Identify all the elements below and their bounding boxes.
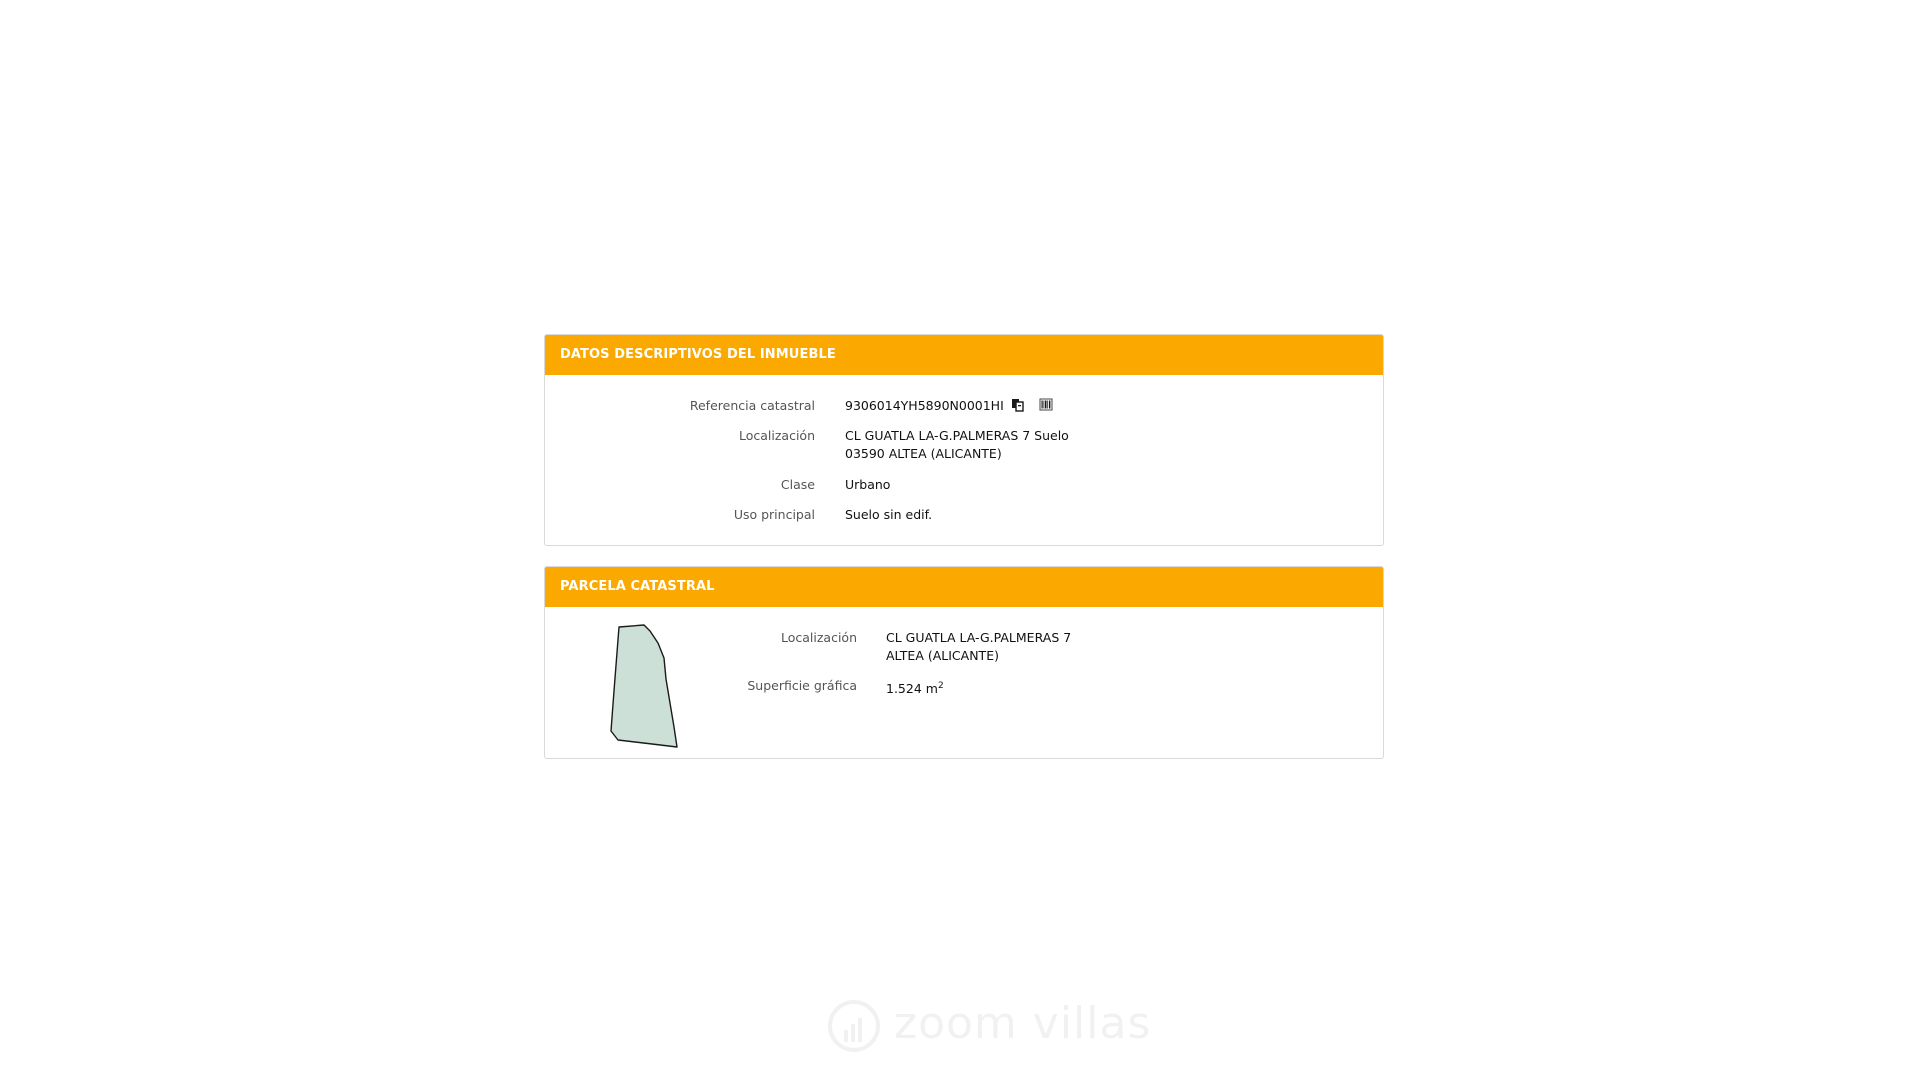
main-use-row	[545, 506, 1383, 524]
main-use-label: Uso principal	[733, 507, 815, 522]
cadastral-reference-label: Referencia catastral	[689, 398, 815, 413]
watermark-icon	[826, 996, 886, 1056]
class-value: Urbano	[845, 477, 891, 492]
graphic-area-value	[886, 677, 944, 698]
class-row	[545, 476, 1383, 494]
main-use-value: Suelo sin edif.	[845, 507, 933, 522]
parcel-location-label: Localización	[780, 630, 857, 645]
area-unit-superscript: 2	[937, 681, 944, 691]
class-label: Clase	[780, 477, 815, 492]
parcel-location-value	[886, 629, 1071, 665]
barcode-icon[interactable]	[1039, 398, 1053, 412]
location-value	[845, 427, 1069, 463]
cadastral-reference-row	[545, 397, 1383, 415]
copy-icon[interactable]	[1011, 398, 1025, 412]
cadastral-reference-value-group	[845, 397, 1053, 415]
location-line-2: 03590 ALTEA (ALICANTE)	[845, 446, 1002, 461]
watermark-logo	[826, 996, 1152, 1056]
descriptive-data-panel	[544, 334, 1384, 546]
graphic-area-number: 1.524 m	[886, 681, 938, 697]
parcel-panel-header: PARCELA CATASTRAL	[545, 567, 1383, 607]
cadastral-parcel-panel	[544, 566, 1384, 759]
watermark-text: zoom villas	[894, 998, 1152, 1049]
graphic-area-row	[545, 677, 1383, 695]
graphic-area-label: Superficie gráfica	[747, 678, 857, 693]
descriptive-panel-header: DATOS DESCRIPTIVOS DEL INMUEBLE	[545, 335, 1383, 375]
cadastral-reference-value[interactable]: 9306014YH5890N0001HI	[845, 398, 1004, 413]
location-row	[545, 427, 1383, 463]
location-label: Localización	[738, 428, 815, 443]
parcel-location-line-1: CL GUATLA LA-G.PALMERAS 7	[886, 630, 1072, 645]
parcel-location-line-2: ALTEA (ALICANTE)	[886, 648, 999, 663]
location-line-1: CL GUATLA LA-G.PALMERAS 7 Suelo	[845, 428, 1069, 443]
parcel-location-row	[545, 629, 1383, 665]
